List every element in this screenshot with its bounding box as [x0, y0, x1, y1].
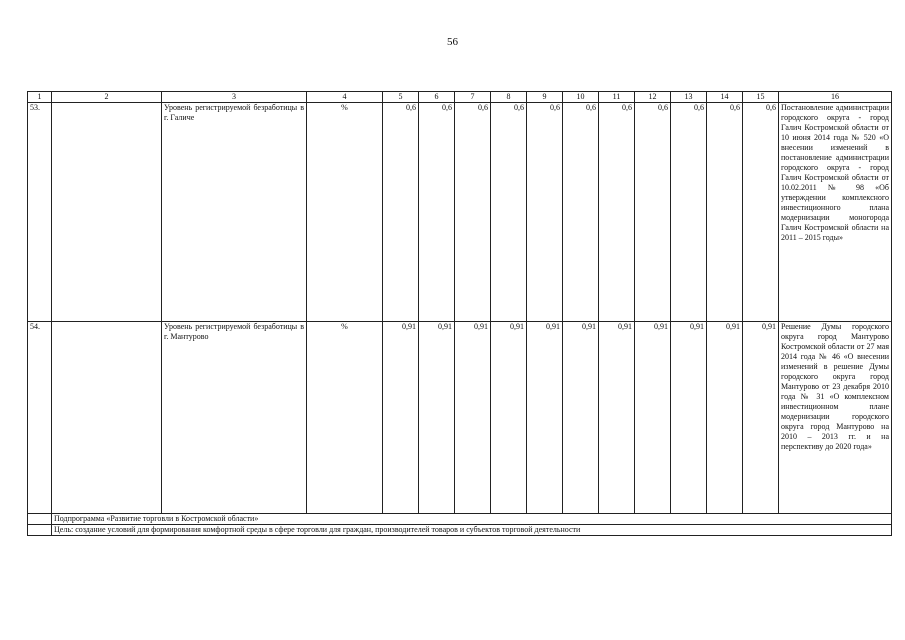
value-cell: 0,6	[635, 103, 671, 322]
source-document: Решение Думы городского округа город Мантурово Костромской области от 27 мая 2014 года № 46 «О внесении изменений в решение Думы городского округа город Мантурово от 23 декабря 2010 года № 31 «О комплексном инвестиционном плане модернизации городского округа город Мантурово на 2010 – 2013 гг. и на перспективу до 2020 года»	[779, 322, 892, 514]
header-cell: 13	[671, 92, 707, 103]
value-cell: 0,91	[527, 322, 563, 514]
subprogram-num-cell	[28, 514, 52, 525]
value-cell: 0,6	[491, 103, 527, 322]
goal-text: Цель: создание условий для формирования комфортной среды в сфере торговли для граждан, производителей товаров и субъектов торговой деятельности	[52, 525, 892, 536]
subprogram-row	[28, 514, 892, 525]
header-row	[28, 92, 892, 103]
row-col2	[52, 322, 162, 514]
value-cell: 0,91	[383, 322, 419, 514]
table-row	[28, 322, 892, 514]
value-cell: 0,91	[563, 322, 599, 514]
header-cell: 10	[563, 92, 599, 103]
value-cell: 0,6	[455, 103, 491, 322]
header-cell: 6	[419, 92, 455, 103]
value-cell: 0,91	[707, 322, 743, 514]
unit: %	[307, 322, 383, 514]
unit: %	[307, 103, 383, 322]
page-number: 56	[447, 36, 458, 48]
row-col2	[52, 103, 162, 322]
value-cell: 0,6	[383, 103, 419, 322]
header-cell: 7	[455, 92, 491, 103]
source-document: Постановление администрации городского округа - город Галич Костромской области от 10 июня 2014 года № 520 «О внесении изменений в постановление администрации городского округа - город Галич Костромской области от 10.02.2011 № 98 «Об утверждении комплексного инвестиционного плана модернизации моногорода Галич Костромской области на 2011 – 2015 годы»	[779, 103, 892, 322]
header-cell: 5	[383, 92, 419, 103]
header-cell: 1	[28, 92, 52, 103]
value-cell: 0,6	[743, 103, 779, 322]
header-cell: 16	[779, 92, 892, 103]
value-cell: 0,91	[491, 322, 527, 514]
row-number: 53.	[28, 103, 52, 322]
value-cell: 0,91	[419, 322, 455, 514]
indicator-name: Уровень регистрируемой безработицы в г. Мантурово	[162, 322, 307, 514]
goal-num-cell	[28, 525, 52, 536]
table-row	[28, 103, 892, 322]
header-cell: 2	[52, 92, 162, 103]
header-cell: 4	[307, 92, 383, 103]
header-cell: 12	[635, 92, 671, 103]
value-cell: 0,91	[455, 322, 491, 514]
value-cell: 0,6	[563, 103, 599, 322]
value-cell: 0,91	[671, 322, 707, 514]
header-cell: 14	[707, 92, 743, 103]
goal-row	[28, 525, 892, 536]
value-cell: 0,6	[707, 103, 743, 322]
indicators-table	[27, 91, 892, 536]
value-cell: 0,91	[599, 322, 635, 514]
header-cell: 9	[527, 92, 563, 103]
row-number: 54.	[28, 322, 52, 514]
header-cell: 15	[743, 92, 779, 103]
value-cell: 0,6	[527, 103, 563, 322]
value-cell: 0,6	[599, 103, 635, 322]
indicator-name: Уровень регистрируемой безработицы в г. Галиче	[162, 103, 307, 322]
header-cell: 8	[491, 92, 527, 103]
value-cell: 0,6	[419, 103, 455, 322]
value-cell: 0,91	[635, 322, 671, 514]
value-cell: 0,91	[743, 322, 779, 514]
subprogram-title: Подпрограмма «Развитие торговли в Костромской области»	[52, 514, 892, 525]
header-cell: 3	[162, 92, 307, 103]
header-cell: 11	[599, 92, 635, 103]
value-cell: 0,6	[671, 103, 707, 322]
